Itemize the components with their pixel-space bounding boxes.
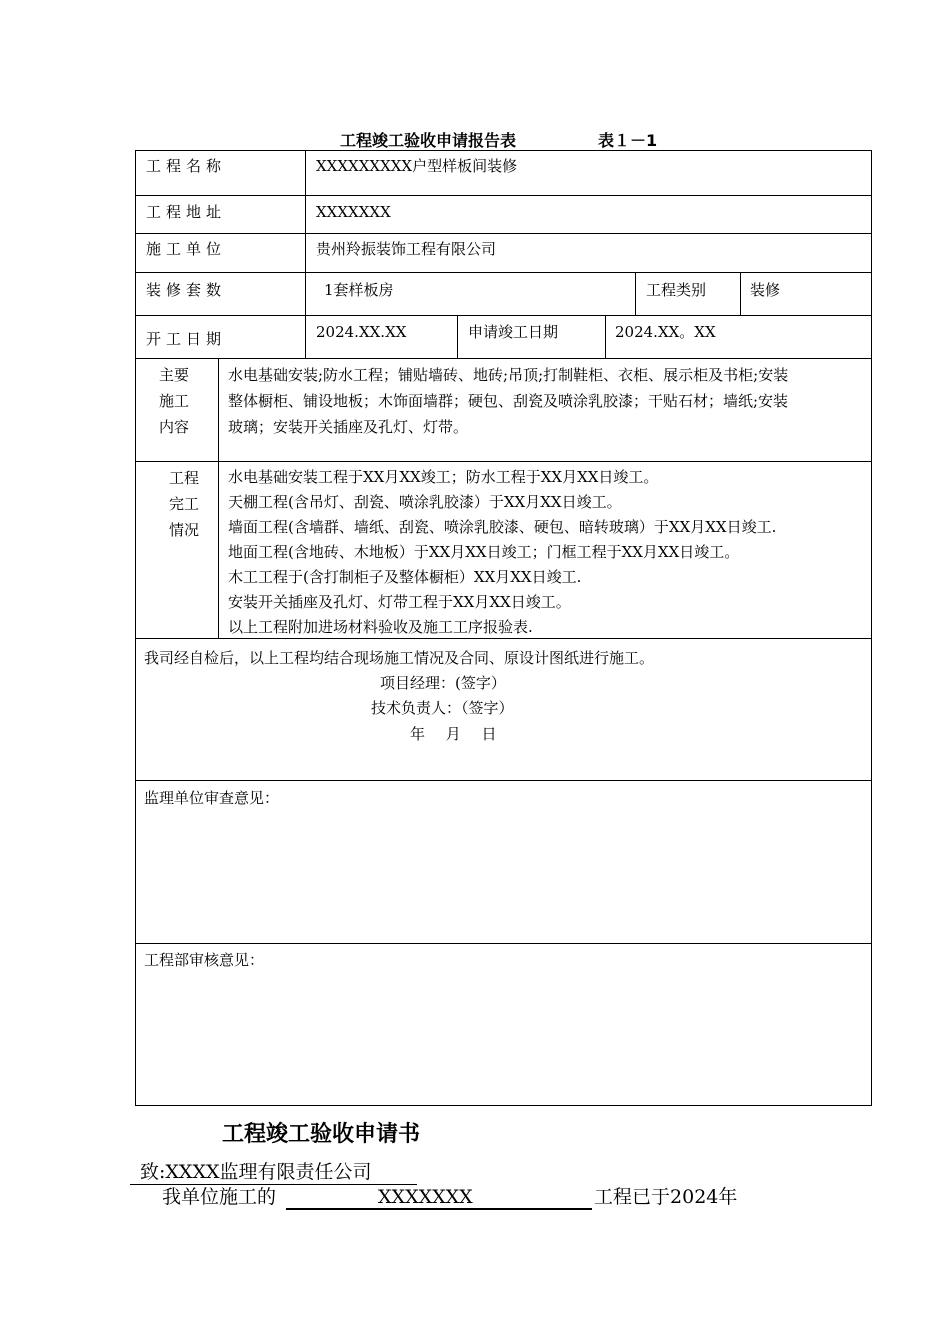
tech-lead-signature: 技术负责人：（签字） <box>371 699 514 717</box>
apply-date-value: 2024.XX。XX <box>615 323 716 341</box>
project-manager-signature: 项目经理：(签字） <box>380 674 506 692</box>
table-number: 表１－1 <box>598 131 658 150</box>
category-value: 装修 <box>750 281 781 299</box>
units-label: 装修套数 <box>146 281 227 299</box>
project-name-value: XXXXXXXXX户型样板间装修 <box>316 157 518 175</box>
project-address-label: 工程地址 <box>146 203 227 221</box>
form-title: 工程竣工验收申请报告表 <box>340 131 517 150</box>
apply-date-label: 申请竣工日期 <box>468 323 559 341</box>
units-value: 1套样板房 <box>324 281 394 299</box>
start-date-label: 开工日期 <box>146 330 227 348</box>
category-label: 工程类别 <box>646 281 707 299</box>
letter-recipient: 致:XXXX监理有限责任公司 <box>130 1157 417 1185</box>
supervisor-opinion-label: 监理单位审查意见： <box>144 789 280 807</box>
report-table <box>135 150 872 1106</box>
letter-intro: 我单位施工的 XXXXXXX 工程已于2024年 <box>162 1186 738 1208</box>
contractor-value: 贵州羚振装饰工程有限公司 <box>316 240 497 258</box>
sign-date: 年 月 日 <box>410 725 497 743</box>
project-name-label: 工程名称 <box>146 157 227 175</box>
contractor-label: 施工单位 <box>146 240 227 258</box>
main-content-label: 主要 施工 内容 <box>158 366 189 436</box>
project-address-value: XXXXXXX <box>316 203 391 221</box>
project-blank: XXXXXXX <box>286 1186 592 1210</box>
self-check-statement: 我司经自检后，以上工程均结合现场施工情况及合同、原设计图纸进行施工。 <box>144 649 655 667</box>
completion-label: 工程 完工 情况 <box>168 469 199 539</box>
letter-heading: 工程竣工验收申请书 <box>222 1122 421 1147</box>
dept-opinion-label: 工程部审核意见： <box>144 951 265 969</box>
main-content-text: 水电基础安装;防水工程；铺贴墙砖、地砖;吊顶;打制鞋柜、衣柜、展示柜及书柜;安装 整体橱柜、铺设地板；木饰面墙群；硬包、刮瓷及喷涂乳胶漆；干贴石材；墙纸;安装 玻璃；安装开关插座及孔灯、灯带。 <box>228 366 789 436</box>
start-date-value: 2024.XX.XX <box>316 323 407 341</box>
completion-text: 水电基础安装工程于XX月XX竣工；防水工程于XX月XX日竣工。 天棚工程(含吊灯、刮瓷、喷涂乳胶漆）于XX月XX日竣工。 墙面工程(含墙群、墙纸、刮瓷、喷涂乳胶漆、硬包、暗转玻璃）于XX月XX日竣工. 地面工程(含地砖、木地板）于XX月XX日竣工；门框工程于XX月XX日竣工。 木工工程于(含打制柜子及整体橱柜）XX月XX日竣工. 安装开关插座及孔灯、灯带工程于XX月XX日竣工。 以上工程附加进场材料验收及施工工序报验表. <box>228 468 777 636</box>
